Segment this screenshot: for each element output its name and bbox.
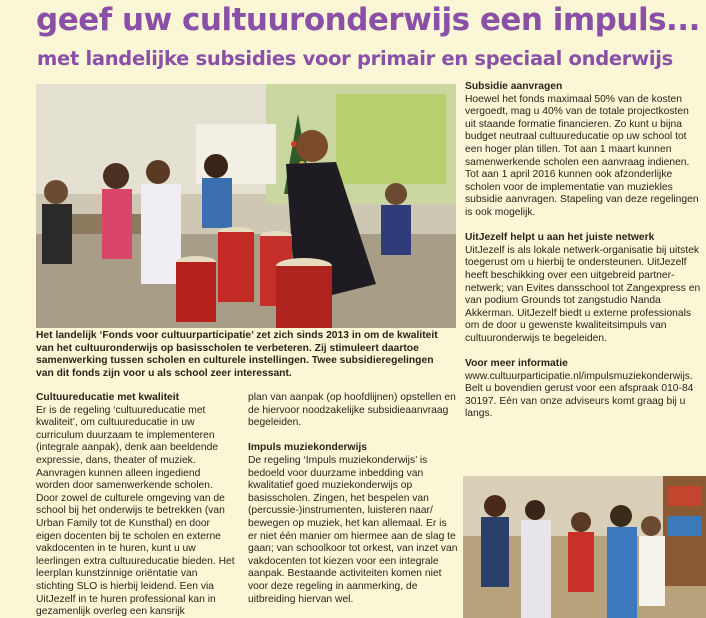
section-body-impuls: De regeling ‘Impuls muziekonderwijs’ is bedoeld voor duurzame inbedding van kwalitatief goed muziekonderwijs op basisscholen. Zingen, het bespelen van (percussie-)instrumenten, luisteren naar/ bewegen op muziek, het kan allemaal. Er is er niet één manier om hiermee aan de slag te gaan; van schoolkoor tot orkest, van inzet van vakdocenten tot kiezen voor een integrale aanpak. Bestaande activiteiten komen niet voor deze regeling in aanmerking, de uitbreiding hiervan wel. (248, 454, 458, 605)
section-title-impuls: Impuls muziekonderwijs (248, 442, 368, 454)
classroom-music-photo (463, 476, 706, 618)
section-title-netwerk: UitJezelf helpt u aan het juiste netwerk (465, 232, 655, 244)
section-title-info: Voor meer informatie (465, 358, 568, 370)
lead-paragraph: Het landelijk ‘Fonds voor cultuurparticipatie’ zet zich sinds 2013 in om de kwaliteit van het cultuuronderwijs op basisscholen te verbeteren. Zij stimuleert daartoe samenwerking tussen scholen en culturele instellingen. Twee subsidieregelingen van dit fonds zijn voor u als school zeer interessant. (36, 330, 438, 379)
section-title-cultuureducatie: Cultuureducatie met kwaliteit (36, 392, 180, 403)
column-cultuureducatie (36, 392, 236, 618)
subheadline: met landelijke subsidies voor primair en speciaal onderwijs (37, 47, 673, 70)
section-continuation: plan van aanpak (op hoofdlijnen) opstellen en de hiervoor noodzakelijke subsidieaanvraag begeleiden. (248, 392, 456, 429)
section-body-cultuureducatie: Er is de regeling ‘cultuureducatie met kwaliteit’, om cultuureducatie in uw curriculum duurzaam te implementeren (integrale aanpak), denk aan beeldende expressie, dans, theater of muziek. Aanvragen kunnen alleen ingediend worden door samenwerkende scholen. Door zowel de culturele omgeving van de school bij het onderwijs te betrekken (van Urban Family tot de Kunsthal) en door eigen docenten bij te scholen en externe vakdocenten in te huren, kunt u uw leerlingen extra cultuureducatie bieden. Het leerplan kunstzinnige oriëntatie van stichting SLO is hierbij leidend. Een via UitJezelf in te huren professional kan in gezamenlijk overleg een kansrijk (36, 404, 235, 618)
headline: geef uw cultuuronderwijs een impuls... (36, 2, 700, 38)
section-body-subsidie: Hoewel het fonds maximaal 50% van de kosten vergoedt, mag u 40% van de totale projectkosten uit staande formatie financieren. Zo kunt u bijna budget neutraal cultuureducatie op uw school tot een hoger plan tillen. Tot aan 1 maart kunnen samenwerkende scholen een aanvraag indienen. Tot aan 1 april 2016 kunnen ook afzonderlijke scholen voor de implementatie van muziekles subsidie aanvragen. Stapeling van deze regelingen is ook mogelijk. (465, 93, 699, 218)
column-right (465, 81, 701, 421)
section-title-subsidie: Subsidie aanvragen (465, 81, 563, 92)
classroom-drumming-photo (36, 84, 456, 328)
section-body-netwerk: UitJezelf is als lokale netwerk-organisatie bij uitstek toegerust om u hierbij te ondersteunen. UitJezelf heeft beschikking over een uitgebreid partner-netwerk; van Evites dansschool tot Zangexpress en van podium Grounds tot zangstudio Nanda Akkerman. UitJezelf biedt u externe professionals om de door u gewenste kwaliteitsimpuls van cultuuronderwijs te begeleiden. (465, 244, 701, 344)
column-impuls (248, 392, 458, 606)
section-body-info: www.cultuurparticipatie.nl/impulsmuziekonderwijs. Belt u bovendien gerust voor een afspraak 010-84 30197. Eén van onze adviseurs komt graag bij u langs. (465, 370, 694, 420)
